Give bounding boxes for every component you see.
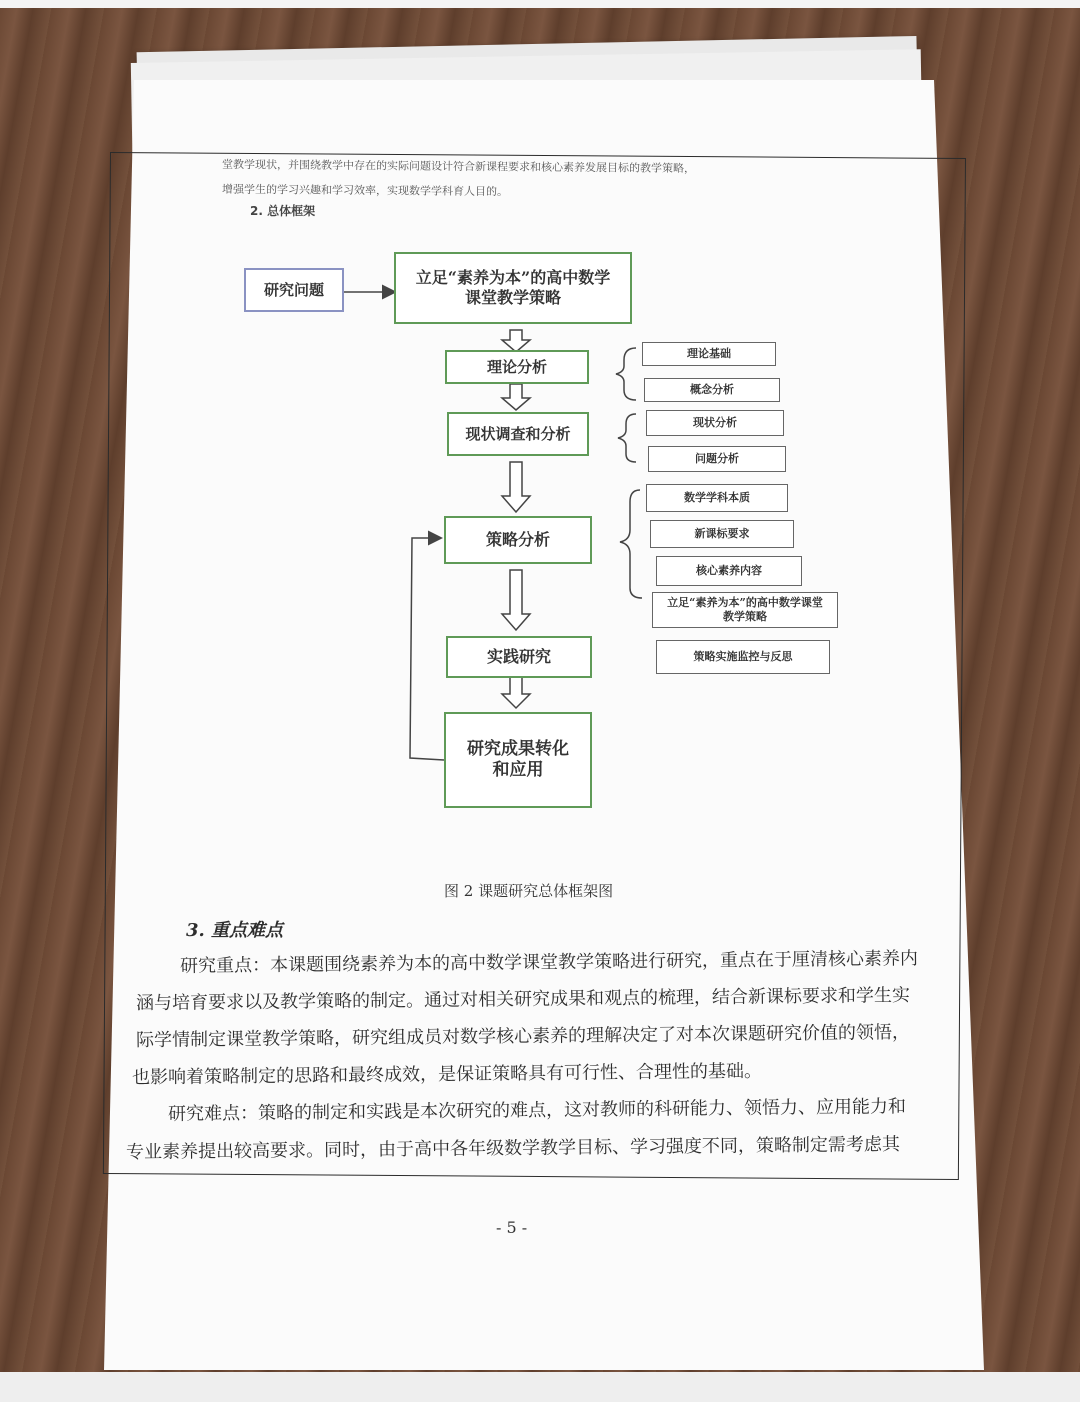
paragraph-line: 也影响着策略制定的思路和最终成效，是保证策略具有可行性、合理性的基础。 xyxy=(131,1060,763,1089)
section-title: 3. 重点难点 xyxy=(186,920,284,941)
paragraph-line: 际学情制定课堂教学策略，研究组成员对数学核心素养的理解决定了对本次课题研究价值的领悟， xyxy=(135,1021,911,1052)
down-arrow xyxy=(502,330,530,352)
paragraph-line: 研究重点：本课题围绕素养为本的高中数学课堂教学策略进行研究，重点在于厘清核心素养内 xyxy=(179,948,919,977)
box-step-results: 研究成果转化和应用 xyxy=(444,712,592,808)
brace-3 xyxy=(620,490,642,598)
box-step-theory: 理论分析 xyxy=(445,350,589,384)
brace-1 xyxy=(616,348,636,400)
box-research-question: 研究问题 xyxy=(244,268,344,312)
side-box: 概念分析 xyxy=(644,378,780,402)
side-box: 现状分析 xyxy=(646,410,784,436)
header-line: 堂教学现状，并围绕教学中存在的实际问题设计符合新课程要求和核心素养发展目标的教学策略， xyxy=(221,157,696,176)
box-step-survey: 现状调查和分析 xyxy=(447,412,589,456)
side-box-monitor: 策略实施监控与反思 xyxy=(656,640,830,674)
feedback-loop-line xyxy=(410,538,444,760)
page-number: - 5 - xyxy=(496,1218,528,1237)
box-step-practice: 实践研究 xyxy=(446,636,592,678)
down-arrow xyxy=(502,384,530,410)
bottom-border xyxy=(0,1372,1080,1402)
figure-caption: 图 2 课题研究总体框架图 xyxy=(444,882,614,900)
paragraph-line: 涵与培育要求以及教学策略的制定。通过对相关研究成果和观点的梳理，结合新课标要求和学生实 xyxy=(135,984,911,1015)
header-line: 增强学生的学习兴趣和学习效率，实现数学学科育人目的。 xyxy=(221,182,509,199)
down-arrow xyxy=(502,462,530,512)
side-box: 核心素养内容 xyxy=(656,556,802,586)
paragraph-line: 研究难点：策略的制定和实践是本次研究的难点，这对教师的科研能力、领悟力、应用能力和 xyxy=(167,1096,907,1125)
side-box: 问题分析 xyxy=(648,446,786,472)
down-arrow xyxy=(502,676,530,708)
down-arrow xyxy=(502,570,530,630)
paragraph-line: 专业素养提出较高要求。同时，由于高中各年级数学教学目标、学习强度不同，策略制定需考虑其 xyxy=(125,1133,901,1164)
side-box: 理论基础 xyxy=(642,342,776,366)
side-box: 立足“素养为本”的高中数学课堂教学策略 xyxy=(652,592,838,628)
brace-2 xyxy=(618,414,636,462)
box-step-strategy: 策略分析 xyxy=(444,516,592,564)
side-box: 数学学科本质 xyxy=(646,484,788,512)
section-title: 2. 总体框架 xyxy=(250,204,316,218)
side-box: 新课标要求 xyxy=(650,520,794,548)
box-main-title: 立足“素养为本”的高中数学课堂教学策略 xyxy=(394,252,632,324)
